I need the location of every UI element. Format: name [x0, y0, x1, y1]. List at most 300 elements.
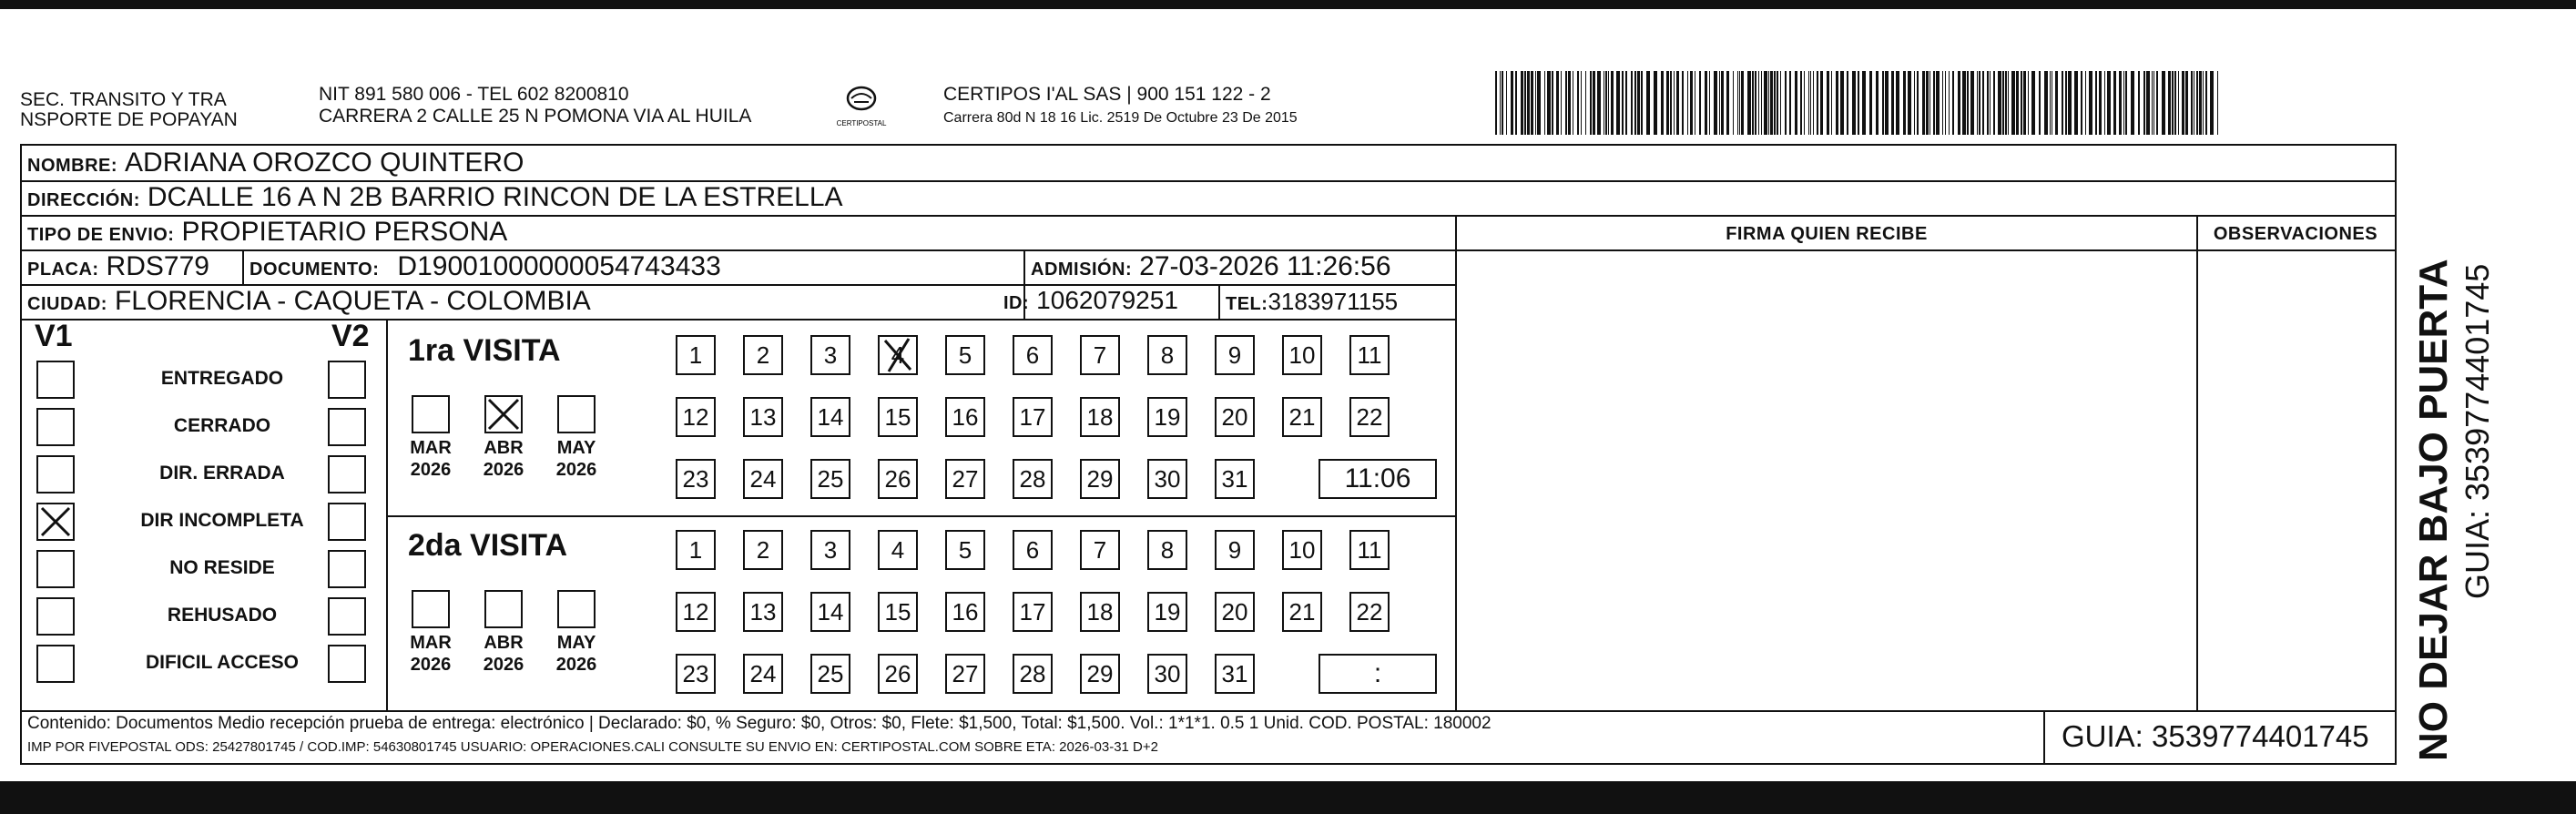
visit1-title: 1ra VISITA	[408, 333, 561, 368]
visit1-day-box[interactable]: 15	[878, 397, 918, 437]
barcode-bar	[2016, 71, 2019, 135]
barcode-bar	[1739, 71, 1740, 135]
v1-checkbox[interactable]	[36, 645, 75, 683]
barcode-bar	[1933, 71, 1935, 135]
barcode-bar	[1979, 71, 1980, 135]
visit2-month-checkbox[interactable]	[412, 590, 450, 628]
plate-value: RDS779	[106, 251, 209, 281]
type-value: PROPIETARIO PERSONA	[181, 217, 508, 247]
visit-divider	[386, 515, 1457, 517]
barcode-bar	[1764, 71, 1767, 135]
visit1-day-box[interactable]: 26	[878, 459, 918, 499]
barcode-bar	[2031, 71, 2035, 135]
v1-header: V1	[35, 319, 73, 353]
visit1-day-box[interactable]: 19	[1147, 397, 1187, 437]
sender-line1: SEC. TRANSITO Y TRA	[20, 89, 227, 110]
barcode-bar	[1719, 71, 1720, 135]
barcode-bar	[1511, 71, 1513, 135]
visit1-day-box[interactable]: 17	[1013, 397, 1053, 437]
barcode-bar	[1500, 71, 1501, 135]
barcode-bar	[2081, 71, 2082, 135]
sender-line2: NSPORTE DE POPAYAN	[20, 109, 238, 130]
visit1-month-label: ABR 2026	[483, 438, 524, 480]
barcode-bar	[1631, 71, 1633, 135]
col-divider	[1218, 284, 1220, 319]
barcode-bar	[1709, 71, 1710, 135]
barcode-bar	[1993, 71, 1995, 135]
barcode-bar	[2146, 71, 2150, 135]
visit2-day-box[interactable]: 20	[1215, 592, 1255, 632]
status-label: DIR. ERRADA	[159, 463, 285, 483]
barcode-bar	[1521, 71, 1523, 135]
barcode-bar	[1661, 71, 1664, 135]
status-label: DIFICIL ACCESO	[145, 652, 299, 673]
barcode-bar	[2002, 71, 2004, 135]
tel-field	[1226, 288, 1398, 316]
barcode-bar	[1990, 71, 1991, 135]
visit2-day-box[interactable]: 4	[878, 530, 918, 570]
type-field	[27, 217, 507, 248]
visit1-day-box[interactable]: 3	[810, 335, 850, 375]
barcode-bar	[1654, 71, 1657, 135]
v2-header: V2	[331, 319, 370, 353]
barcode-bar	[1747, 71, 1751, 135]
visit2-day-box[interactable]: 22	[1349, 592, 1390, 632]
v1-checkbox[interactable]	[36, 408, 75, 446]
visit2-day-box[interactable]: 29	[1080, 654, 1120, 694]
content-summary: Contenido: Documentos Medio recepción prueba de entrega: electrónico | Declarado: $0, % Seguro: $0, Otros: $0, Flete: $1,500, Total: $1,500. Vol.: 1*1*1. 0.5 1 Unid. COD. POSTAL: 180002	[27, 714, 1492, 733]
name-value: ADRIANA OROZCO QUINTERO	[125, 148, 524, 178]
city-value: FLORENCIA - CAQUETA - COLOMBIA	[114, 286, 591, 316]
admission-label: ADMISIÓN:	[1031, 259, 1133, 280]
barcode-bar	[1942, 71, 1943, 135]
barcode-bar	[1637, 71, 1640, 135]
row-divider	[22, 319, 1457, 321]
col-divider	[2196, 215, 2198, 710]
status-label: ENTREGADO	[160, 368, 284, 389]
barcode-bar	[2095, 71, 2097, 135]
barcode-bar	[1952, 71, 1954, 135]
v1-checkbox[interactable]	[36, 503, 75, 541]
address-field	[27, 182, 843, 213]
barcode-bar	[1502, 71, 1503, 135]
visit1-month-checkbox[interactable]	[557, 395, 596, 433]
plate-label: PLACA:	[27, 259, 99, 280]
barcode-bar	[2210, 71, 2214, 135]
barcode-bar	[2023, 71, 2026, 135]
barcode-bar	[1634, 71, 1636, 135]
visit1-day-box[interactable]: 14	[810, 397, 850, 437]
visit2-day-box[interactable]: 31	[1215, 654, 1255, 694]
name-field	[27, 148, 524, 178]
visit2-day-box[interactable]: 1	[676, 530, 716, 570]
barcode-bar	[2050, 71, 2051, 135]
visit1-day-box[interactable]: 28	[1013, 459, 1053, 499]
barcode-bar	[1597, 71, 1601, 135]
barcode-bar	[1836, 71, 1838, 135]
col-divider	[1455, 215, 1457, 710]
barcode-bar	[1622, 71, 1624, 135]
barcode-bar	[1817, 71, 1818, 135]
barcode-bar	[1869, 71, 1872, 135]
visit2-day-box[interactable]: 24	[743, 654, 783, 694]
barcode-bar	[2039, 71, 2041, 135]
visit1-day-box[interactable]: 16	[945, 397, 985, 437]
barcode-bar	[1670, 71, 1672, 135]
type-label: TIPO DE ENVIO:	[27, 225, 175, 245]
visit1-day-box[interactable]: 1	[676, 335, 716, 375]
barcode-bar	[2156, 71, 2158, 135]
visit1-day-box[interactable]: 23	[676, 459, 716, 499]
col-divider	[242, 249, 244, 284]
barcode-bar	[2074, 71, 2078, 135]
barcode-bar	[2099, 71, 2102, 135]
delivery-card	[20, 144, 2397, 765]
barcode-bar	[1770, 71, 1773, 135]
barcode-bar	[1962, 71, 1966, 135]
barcode-bar	[2065, 71, 2067, 135]
side-warning: NO DEJAR BAJO PUERTA	[2411, 259, 2456, 761]
visit1-day-box[interactable]: 12	[676, 397, 716, 437]
visit1-time-box[interactable]: 11:06	[1319, 459, 1437, 499]
barcode-bar	[1929, 71, 1930, 135]
barcode-bar	[1714, 71, 1717, 135]
visit2-month-label: ABR 2026	[483, 633, 524, 675]
barcode-bar	[1705, 71, 1707, 135]
visit1-day-box[interactable]: 10	[1282, 335, 1322, 375]
barcode-bar	[1495, 71, 1497, 135]
visit2-day-box[interactable]: 19	[1147, 592, 1187, 632]
v2-checkbox[interactable]	[328, 550, 366, 588]
barcode-bar	[1789, 71, 1791, 135]
visit1-day-box[interactable]: 4	[878, 335, 918, 375]
barcode-bar	[2055, 71, 2058, 135]
barcode-bar	[1847, 71, 1848, 135]
visit1-day-box[interactable]: 5	[945, 335, 985, 375]
barcode-bar	[1945, 71, 1946, 135]
barcode-bar	[2191, 71, 2193, 135]
visit2-day-box[interactable]: 3	[810, 530, 850, 570]
certipostal-logo	[834, 82, 889, 131]
visit1-day-box[interactable]: 25	[810, 459, 850, 499]
guia-number: GUIA: 3539774401745	[2062, 719, 2369, 753]
barcode-bar	[1552, 71, 1553, 135]
status-label: NO RESIDE	[169, 557, 275, 578]
status-label: REHUSADO	[167, 605, 278, 626]
col-divider	[2043, 710, 2045, 765]
barcode-bar	[1674, 71, 1675, 135]
document-field	[249, 251, 721, 282]
barcode-bar	[1535, 71, 1536, 135]
barcode-bar	[2021, 71, 2022, 135]
barcode-bar	[1917, 71, 1919, 135]
barcode-bar	[2131, 71, 2134, 135]
barcode-bar	[1852, 71, 1856, 135]
barcode-bar	[1752, 71, 1754, 135]
barcode-bar	[2203, 71, 2204, 135]
visit1-day-box[interactable]: 6	[1013, 335, 1053, 375]
barcode-bar	[1544, 71, 1545, 135]
visit2-day-box[interactable]: 10	[1282, 530, 1322, 570]
barcode-bar	[2138, 71, 2140, 135]
row-divider	[22, 710, 2395, 712]
visit2-day-box[interactable]: 18	[1080, 592, 1120, 632]
address-label: DIRECCIÓN:	[27, 190, 140, 210]
barcode-bar	[2119, 71, 2122, 135]
barcode-bar	[2178, 71, 2179, 135]
barcode-bar	[1761, 71, 1762, 135]
barcode-bar	[1862, 71, 1866, 135]
barcode-bar	[2196, 71, 2198, 135]
visit1-month-checkbox[interactable]	[484, 395, 523, 433]
barcode-bar	[1958, 71, 1960, 135]
barcode-bar	[1755, 71, 1756, 135]
col-divider	[386, 319, 388, 710]
plate-field	[27, 251, 209, 282]
visit1-day-box[interactable]: 7	[1080, 335, 1120, 375]
visit1-day-box[interactable]: 18	[1080, 397, 1120, 437]
barcode-bar	[1537, 71, 1541, 135]
barcode-bar	[1896, 71, 1899, 135]
barcode-bar	[1741, 71, 1744, 135]
barcode-bar	[1813, 71, 1814, 135]
visit1-day-box[interactable]: 20	[1215, 397, 1255, 437]
barcode-bar	[1506, 71, 1507, 135]
id-label: ID:	[1003, 293, 1030, 313]
visit2-day-box[interactable]: 14	[810, 592, 850, 632]
barcode-bar	[1625, 71, 1627, 135]
nit-line: NIT 891 580 006 - TEL 602 8200810	[319, 84, 629, 105]
barcode-bar	[2162, 71, 2165, 135]
v2-checkbox[interactable]	[328, 597, 366, 636]
visit1-day-box[interactable]: 13	[743, 397, 783, 437]
v2-checkbox[interactable]	[328, 361, 366, 399]
barcode-bar	[1777, 71, 1778, 135]
barcode-bar	[1840, 71, 1844, 135]
visit2-day-box[interactable]: 30	[1147, 654, 1187, 694]
visit2-day-box[interactable]: 7	[1080, 530, 1120, 570]
barcode-bar	[1922, 71, 1925, 135]
visit2-month-checkbox[interactable]	[484, 590, 523, 628]
barcode-bar	[2153, 71, 2154, 135]
visit2-title: 2da VISITA	[408, 528, 568, 563]
barcode-bar	[1977, 71, 1978, 135]
barcode-bar	[1726, 71, 1729, 135]
barcode-bar	[1982, 71, 1984, 135]
barcode-bar	[1882, 71, 1884, 135]
name-label: NOMBRE:	[27, 156, 118, 176]
barcode-bar	[1585, 71, 1586, 135]
barcode-bar	[1804, 71, 1805, 135]
visit2-day-box[interactable]: 6	[1013, 530, 1053, 570]
v2-checkbox[interactable]	[328, 645, 366, 683]
barcode-bar	[1641, 71, 1643, 135]
barcode-bar	[2199, 71, 2202, 135]
visit2-day-box[interactable]: 13	[743, 592, 783, 632]
visit1-day-box[interactable]: 24	[743, 459, 783, 499]
id-field	[1003, 286, 1178, 315]
visit2-day-box[interactable]: 11	[1349, 530, 1390, 570]
city-label: CIUDAD:	[27, 294, 107, 314]
barcode-bar	[1785, 71, 1787, 135]
barcode-bar	[1605, 71, 1607, 135]
barcode-bar	[1590, 71, 1592, 135]
barcode-bar	[2011, 71, 2015, 135]
visit2-day-box[interactable]: 5	[945, 530, 985, 570]
barcode-bar	[2172, 71, 2174, 135]
visit1-day-box[interactable]: 27	[945, 459, 985, 499]
id-value: 1062079251	[1036, 286, 1178, 314]
barcode-bar	[1515, 71, 1517, 135]
print-info: IMP POR FIVEPOSTAL ODS: 25427801745 / COD.IMP: 54630801745 USUARIO: OPERACIONES.CALI CONSULTE SU ENVIO EN: CERTIPOSTAL.COM SOBRE ETA: 2026-03-31 D+2	[27, 739, 1158, 755]
barcode-bar	[2089, 71, 2092, 135]
visit2-day-box[interactable]: 26	[878, 654, 918, 694]
visit1-day-box[interactable]: 30	[1147, 459, 1187, 499]
visit1-day-box[interactable]: 31	[1215, 459, 1255, 499]
barcode-bar	[1733, 71, 1734, 135]
v2-checkbox[interactable]	[328, 503, 366, 541]
visit1-day-box[interactable]: 21	[1282, 397, 1322, 437]
visit2-day-box[interactable]: 8	[1147, 530, 1187, 570]
barcode-bar	[1914, 71, 1915, 135]
v1-checkbox[interactable]	[36, 597, 75, 636]
company-license: Carrera 80d N 18 16 Lic. 2519 De Octubre 23 De 2015	[943, 110, 1298, 126]
visit1-day-box[interactable]: 8	[1147, 335, 1187, 375]
barcode-bar	[2008, 71, 2009, 135]
barcode-bar	[1721, 71, 1724, 135]
visit2-day-box[interactable]: 12	[676, 592, 716, 632]
visit2-month-label: MAR 2026	[410, 633, 452, 675]
barcode-bar	[2062, 71, 2063, 135]
barcode-bar	[1527, 71, 1530, 135]
visit1-month-label: MAR 2026	[410, 438, 452, 480]
barcode-bar	[2174, 71, 2176, 135]
visit1-day-box[interactable]: 22	[1349, 397, 1390, 437]
barcode-bar	[2113, 71, 2116, 135]
tel-label: TEL:	[1226, 294, 1268, 314]
barcode-bar	[1699, 71, 1701, 135]
barcode-bar	[2028, 71, 2029, 135]
visit2-day-box[interactable]: 17	[1013, 592, 1053, 632]
barcode-bar	[1531, 71, 1533, 135]
barcode-bar	[1547, 71, 1551, 135]
barcode-bar	[1608, 71, 1609, 135]
barcode-bar	[1876, 71, 1879, 135]
col-divider	[2395, 215, 2397, 710]
visit2-day-box[interactable]: 9	[1215, 530, 1255, 570]
visit2-day-box[interactable]: 16	[945, 592, 985, 632]
visit2-month-label: MAY 2026	[555, 633, 597, 675]
barcode-bar	[2182, 71, 2184, 135]
barcode-bar	[1885, 71, 1889, 135]
visit2-day-box[interactable]: 27	[945, 654, 985, 694]
barcode-bar	[1676, 71, 1679, 135]
barcode-bar	[2123, 71, 2124, 135]
barcode-bar	[1666, 71, 1669, 135]
barcode-bar	[1758, 71, 1759, 135]
status-label: CERRADO	[173, 415, 271, 436]
barcode-bar	[2217, 71, 2218, 135]
v2-checkbox[interactable]	[328, 455, 366, 493]
visit1-day-box[interactable]: 9	[1215, 335, 1255, 375]
visit2-day-box[interactable]: 2	[743, 530, 783, 570]
visit1-month-label: MAY 2026	[555, 438, 597, 480]
v1-checkbox[interactable]	[36, 361, 75, 399]
admission-field	[1031, 251, 1391, 282]
barcode-bar	[1967, 71, 1969, 135]
barcode-bar	[1820, 71, 1823, 135]
barcode-bar	[1891, 71, 1894, 135]
barcode-bar	[1690, 71, 1693, 135]
barcode-bar	[1556, 71, 1559, 135]
tel-value: 3183971155	[1268, 288, 1399, 315]
document-value: D19001000000054743433	[397, 251, 721, 281]
barcode-bar	[2125, 71, 2127, 135]
barcode-bar	[1561, 71, 1562, 135]
barcode-bar	[1903, 71, 1906, 135]
visit1-day-box[interactable]: 2	[743, 335, 783, 375]
visit1-month-checkbox[interactable]	[412, 395, 450, 433]
barcode-bar	[2044, 71, 2048, 135]
barcode-bar	[2085, 71, 2086, 135]
visit2-day-box[interactable]: 28	[1013, 654, 1053, 694]
visit1-day-box[interactable]: 11	[1349, 335, 1390, 375]
barcode-bar	[1768, 71, 1769, 135]
barcode-bar	[1646, 71, 1650, 135]
visit2-time-box[interactable]: :	[1319, 654, 1437, 694]
visit2-day-box[interactable]: 15	[878, 592, 918, 632]
barcode	[1493, 71, 2222, 135]
v2-checkbox[interactable]	[328, 408, 366, 446]
signature-header: FIRMA QUIEN RECIBE	[1726, 224, 1928, 244]
barcode-bar	[1970, 71, 1974, 135]
barcode-bar	[1795, 71, 1797, 135]
visit2-day-box[interactable]: 23	[676, 654, 716, 694]
barcode-bar	[2205, 71, 2207, 135]
barcode-bar	[1524, 71, 1526, 135]
barcode-bar	[1682, 71, 1684, 135]
barcode-bar	[1810, 71, 1811, 135]
barcode-bar	[2104, 71, 2105, 135]
barcode-bar	[1858, 71, 1859, 135]
barcode-bar	[1998, 71, 2001, 135]
city-field	[27, 286, 591, 317]
barcode-bar	[2185, 71, 2188, 135]
barcode-bar	[1831, 71, 1832, 135]
visit2-day-box[interactable]: 21	[1282, 592, 1322, 632]
barcode-bar	[1949, 71, 1950, 135]
barcode-bar	[1593, 71, 1595, 135]
visit2-month-checkbox[interactable]	[557, 590, 596, 628]
status-label: DIR INCOMPLETA	[140, 510, 304, 531]
barcode-bar	[1800, 71, 1802, 135]
barcode-bar	[1780, 71, 1781, 135]
v1-checkbox[interactable]	[36, 455, 75, 493]
visit2-day-box[interactable]: 25	[810, 654, 850, 694]
barcode-bar	[1611, 71, 1614, 135]
barcode-bar	[2068, 71, 2072, 135]
barcode-bar	[1926, 71, 1929, 135]
v1-checkbox[interactable]	[36, 550, 75, 588]
visit1-day-box[interactable]: 29	[1080, 459, 1120, 499]
address-line: CARRERA 2 CALLE 25 N POMONA VIA AL HUILA	[319, 106, 752, 127]
observations-header: OBSERVACIONES	[2213, 224, 2378, 244]
barcode-bar	[2152, 71, 2153, 135]
barcode-bar	[1577, 71, 1579, 135]
barcode-bar	[2107, 71, 2111, 135]
barcode-bar	[1808, 71, 1809, 135]
barcode-bar	[1936, 71, 1940, 135]
